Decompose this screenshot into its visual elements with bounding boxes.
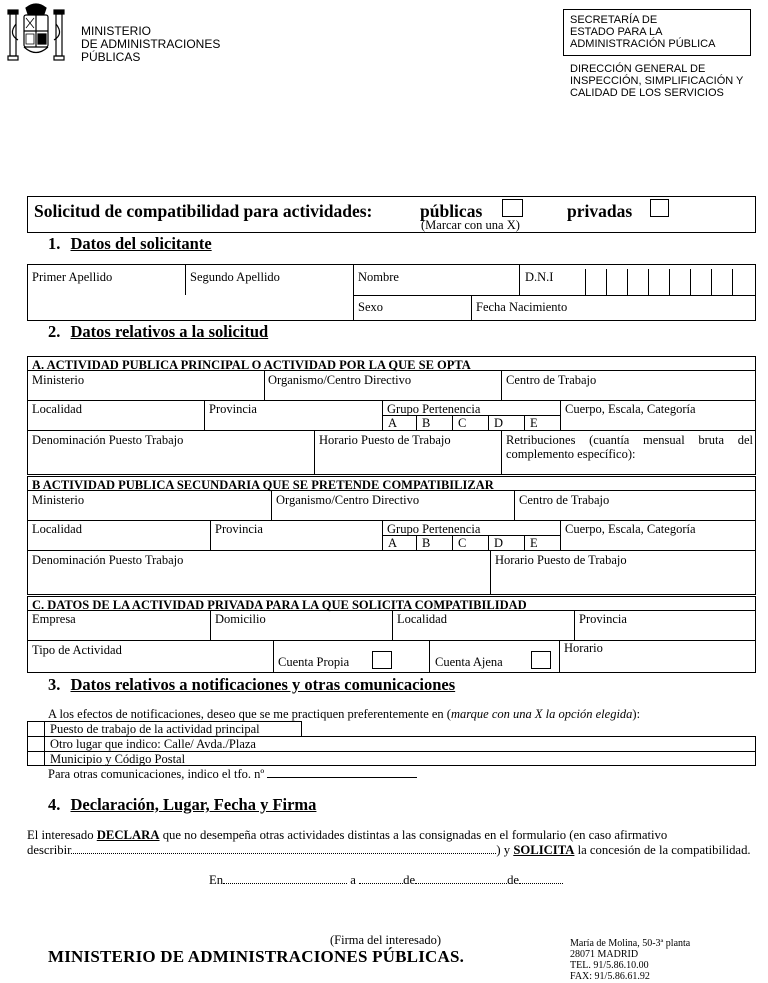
section-3-heading	[48, 675, 455, 695]
declaracion-text: ) y	[496, 843, 514, 857]
secretaria-line: ADMINISTRACIÓN PÚBLICA	[570, 38, 716, 50]
mark-hint: (Marcar con una X)	[421, 218, 520, 232]
a-group-option[interactable]: D	[494, 416, 504, 430]
solicita-keyword: SOLICITA	[513, 843, 575, 857]
c-cuenta-ajena-label: Cuenta Ajena	[435, 655, 503, 669]
en-label: En	[209, 873, 224, 887]
a-horario-label: Horario Puesto de Trabajo	[319, 433, 451, 447]
telefono-line	[48, 767, 417, 781]
b-centro-label: Centro de Trabajo	[519, 493, 610, 507]
publicas-checkbox[interactable]	[502, 199, 523, 217]
a-centro-label: Centro de Trabajo	[506, 373, 597, 387]
a-ministerio-label: Ministerio	[32, 373, 85, 387]
notif-option-2[interactable]: Otro lugar que indico: Calle/ Avda./Plaza	[50, 737, 256, 751]
notif-intro-text: A los efectos de notificaciones, deseo que se me practiquen preferentemente en (	[48, 707, 451, 721]
box-b-header: B ACTIVIDAD PUBLICA SECUNDARIA QUE SE PRETENDE COMPATIBILIZAR	[32, 478, 494, 492]
address-line: María de Molina, 50-3ª planta	[570, 938, 691, 949]
declaracion-line-1	[27, 828, 768, 842]
a-group-option[interactable]: E	[530, 416, 538, 430]
section-title: Declaración, Lugar, Fecha y Firma	[70, 795, 317, 814]
section-number: 1.	[48, 234, 61, 253]
section-title: Datos del solicitante	[70, 234, 212, 253]
a-denominacion-label: Denominación Puesto Trabajo	[32, 433, 184, 447]
form-title: Solicitud de compatibilidad para actividades:	[34, 201, 373, 221]
b-ministerio-label: Ministerio	[32, 493, 85, 507]
applicant-table	[27, 264, 756, 321]
title-box	[27, 196, 756, 233]
a-group-option[interactable]: B	[422, 416, 431, 430]
notif-option-3[interactable]: Municipio y Código Postal	[50, 752, 186, 766]
cuenta-ajena-checkbox[interactable]	[531, 651, 551, 669]
direccion-line: INSPECCIÓN, SIMPLIFICACIÓN Y	[570, 75, 744, 87]
c-tipo-label: Tipo de Actividad	[32, 643, 122, 657]
section-4-heading	[48, 795, 316, 815]
c-cuenta-propia-label: Cuenta Propia	[278, 655, 350, 669]
place-date-line	[209, 873, 563, 887]
section-number: 4.	[48, 795, 61, 814]
b-group-option[interactable]: B	[422, 536, 431, 550]
a-localidad-label: Localidad	[32, 402, 82, 416]
secretaria-line: ESTADO PARA LA	[570, 26, 663, 38]
nombre-label: Nombre	[358, 270, 399, 284]
ministry-line: MINISTERIO	[81, 24, 152, 38]
declaracion-text: la concesión de la compatibilidad.	[574, 843, 751, 857]
a-group-option[interactable]: C	[458, 416, 467, 430]
secretaria-line: SECRETARÍA DE	[570, 14, 658, 26]
b-group-option[interactable]: C	[458, 536, 467, 550]
c-horario-label: Horario	[564, 641, 603, 655]
b-group-option[interactable]: D	[494, 536, 504, 550]
ministry-line: PÚBLICAS	[81, 50, 141, 64]
address-line: FAX: 91/5.86.61.92	[570, 971, 650, 982]
section-title: Datos relativos a notificaciones y otras comunicaciones	[70, 675, 456, 694]
c-domicilio-label: Domicilio	[215, 612, 266, 626]
coat-of-arms-logo	[4, 0, 68, 66]
box-b	[27, 476, 756, 595]
declaracion-text: El interesado	[27, 828, 97, 842]
b-horario-label: Horario Puesto de Trabajo	[495, 553, 627, 567]
b-grupo-label: Grupo Pertenencia	[387, 522, 481, 536]
box-c	[27, 596, 756, 673]
b-group-option[interactable]: A	[388, 536, 398, 550]
fecha-nacimiento-label: Fecha Nacimiento	[476, 300, 568, 314]
section-2-heading	[48, 322, 268, 342]
notif-intro-end: ):	[632, 707, 641, 721]
option-box[interactable]	[27, 721, 45, 766]
a-organismo-label: Organismo/Centro Directivo	[268, 373, 412, 387]
publicas-label: públicas	[420, 201, 483, 221]
a-retribuciones-label: Retribuciones (cuantía mensual bruta del complemento específico):	[506, 433, 753, 461]
b-denominacion-label: Denominación Puesto Trabajo	[32, 553, 184, 567]
day-field[interactable]	[359, 883, 403, 884]
declaracion-line-2	[27, 843, 751, 857]
privadas-label: privadas	[567, 201, 633, 221]
footer-address	[570, 938, 690, 982]
direccion-line: CALIDAD DE LOS SERVICIOS	[570, 87, 724, 99]
section-title: Datos relativos a la solicitud	[70, 322, 269, 341]
dni-label: D.N.I	[525, 270, 554, 284]
firma-label: (Firma del interesado)	[330, 933, 442, 947]
place-field[interactable]	[223, 883, 347, 884]
direccion-line: DIRECCIÓN GENERAL DE	[570, 63, 706, 75]
cuenta-propia-checkbox[interactable]	[372, 651, 392, 669]
year-field[interactable]	[519, 883, 563, 884]
de-label: de	[403, 873, 416, 887]
notif-intro-italic: marque con una X la opción elegida	[450, 707, 633, 721]
a-grupo-label: Grupo Pertenencia	[387, 402, 481, 416]
declara-keyword: DECLARA	[96, 828, 160, 842]
declaracion-text: que no desempeña otras actividades distintas a las consignadas en el formulario (en caso afirmativo	[159, 828, 668, 842]
segundo-apellido-label: Segundo Apellido	[190, 270, 280, 284]
de-label: de	[507, 873, 520, 887]
ministry-header	[81, 25, 220, 64]
address-line: TEL. 91/5.86.10.00	[570, 960, 649, 971]
c-provincia-label: Provincia	[579, 612, 627, 626]
b-localidad-label: Localidad	[32, 522, 82, 536]
describir-label: describir	[27, 843, 72, 857]
month-field[interactable]	[415, 883, 507, 884]
privadas-checkbox[interactable]	[650, 199, 669, 217]
section-number: 2.	[48, 322, 61, 341]
notif-option-1[interactable]: Puesto de trabajo de la actividad principal	[50, 722, 260, 736]
secretaria-box	[563, 9, 751, 56]
b-provincia-label: Provincia	[215, 522, 263, 536]
section-1-heading	[48, 234, 212, 254]
notif-intro	[48, 707, 640, 721]
a-provincia-label: Provincia	[209, 402, 257, 416]
box-a-header: A. ACTIVIDAD PUBLICA PRINCIPAL O ACTIVIDAD POR LA QUE SE OPTA	[32, 358, 471, 372]
b-group-option[interactable]: E	[530, 536, 538, 550]
a-label: a	[350, 873, 356, 887]
a-group-option[interactable]: A	[388, 416, 398, 430]
primer-apellido-label: Primer Apellido	[32, 270, 113, 284]
address-line: 28071 MADRID	[570, 949, 639, 960]
a-cuerpo-label: Cuerpo, Escala, Categoría	[565, 402, 696, 416]
box-a	[27, 356, 756, 475]
sexo-label: Sexo	[358, 300, 383, 314]
section-number: 3.	[48, 675, 61, 694]
ministry-line: DE ADMINISTRACIONES	[81, 37, 221, 51]
telefono-field[interactable]	[267, 777, 417, 778]
direccion-text	[570, 63, 743, 99]
box-c-header: C. DATOS DE LA ACTIVIDAD PRIVADA PARA LA QUE SOLICITA COMPATIBILIDAD	[32, 598, 527, 612]
c-localidad-label: Localidad	[397, 612, 447, 626]
c-empresa-label: Empresa	[32, 612, 76, 626]
notif-options	[27, 721, 756, 766]
footer-ministry: MINISTERIO DE ADMINISTRACIONES PÚBLICAS.	[48, 947, 465, 966]
telefono-label: Para otras comunicaciones, indico el tfo. nº	[48, 767, 265, 781]
b-cuerpo-label: Cuerpo, Escala, Categoría	[565, 522, 696, 536]
describir-field[interactable]	[71, 853, 496, 854]
b-organismo-label: Organismo/Centro Directivo	[276, 493, 420, 507]
